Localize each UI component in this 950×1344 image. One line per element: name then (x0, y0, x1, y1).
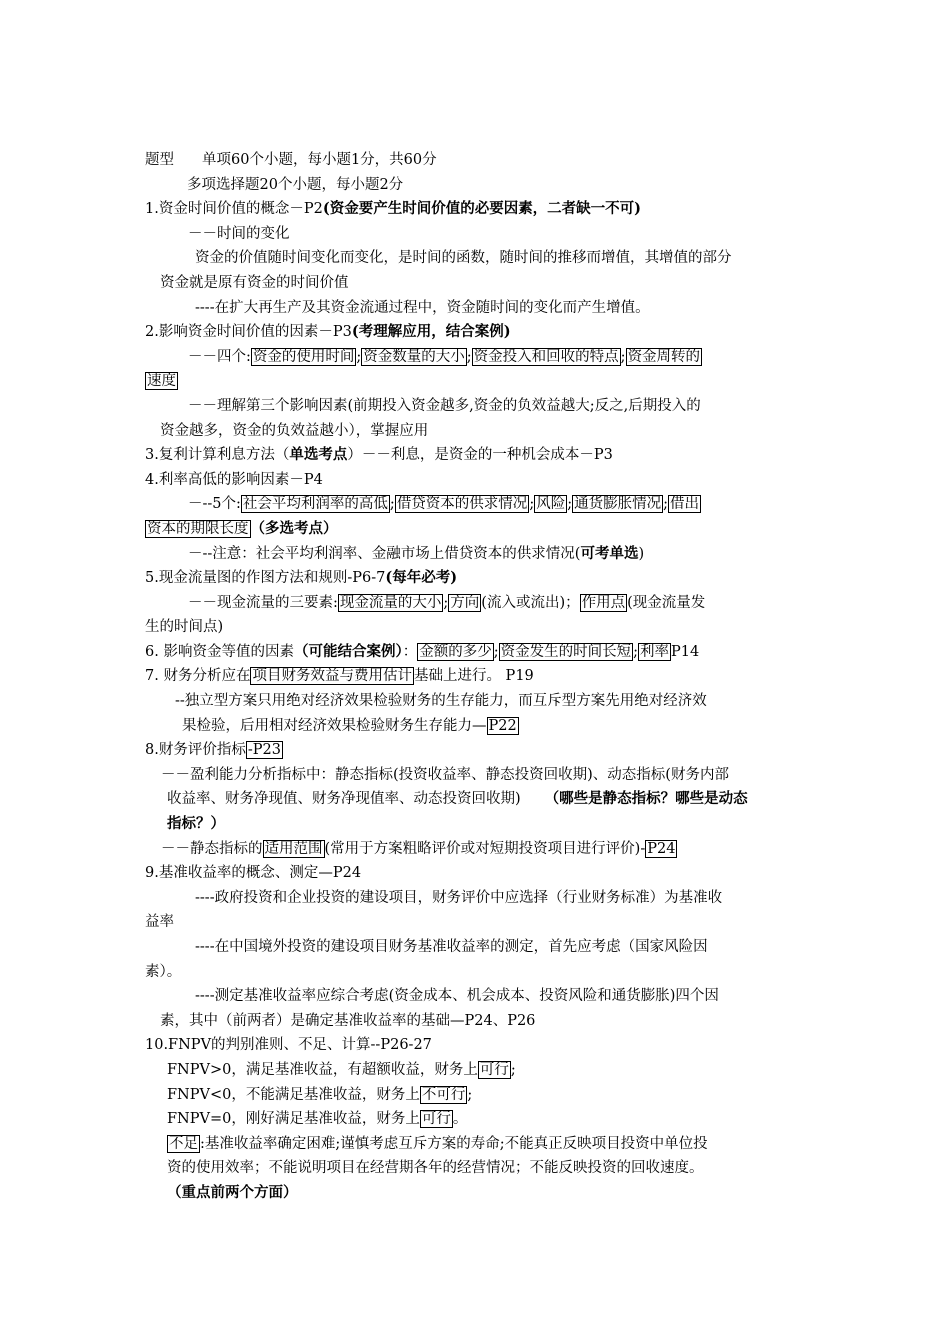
section-10-title: 10.FNPV的判别准则、不足、计算--P26-27 (145, 1037, 432, 1054)
element-point: 作用点 (581, 594, 626, 611)
section-8-line-4: －－静态指标的 适用范围 (常用于方案粗略评价或对短期投资项目进行评价)- P24 (161, 840, 676, 857)
equiv-rate: 利率 (639, 643, 669, 660)
section-4-note: －--注意：社会平均利润率、金融市场上借贷资本的供求情况(可考单选) (188, 544, 645, 562)
section-2-note: (考理解应用，结合案例) (351, 323, 511, 341)
section-9-line-1b: 益率 (145, 914, 174, 931)
fnpv-weakness-2: 资的使用效率；不能说明项目在经营期各年的经营情况；不能反映投资的回收速度。 (167, 1160, 704, 1177)
section-8-line-3: 指标？） (167, 815, 225, 833)
section-9-line-2b: 素）。 (145, 963, 182, 980)
factor-turnover-cont: 速度 (147, 373, 176, 390)
section-2-factors-cont (145, 369, 811, 394)
multi-choice-note: （多选考点） (250, 519, 338, 537)
fnpv-rule-zero: FNPV=0，刚好满足基准收益，财务上 可行 。 (167, 1111, 468, 1128)
document-content (145, 148, 811, 1206)
factor-inflation: 通货膨胀情况 (574, 496, 662, 513)
section-1-line-2a: 资金的价值随时间变化而变化，是时间的函数，随时间的推移而增值，其增值的部分 (195, 250, 732, 267)
factor-input-recovery: 资金投入和回收的特点 (473, 348, 619, 365)
section-4-factors: －--5个: 社会平均利润率的高低 ; 借贷资本的供求情况 ; 风险 ; 通货膨胀情况 ; 借出 (188, 496, 699, 513)
section-4-factors-cont: 资本的期限长度 （多选考点） (147, 519, 338, 537)
question-types-line (145, 148, 811, 173)
section-9-line-3b: 素，其中（前两者）是确定基准收益率的基础—P24、P26 (160, 1012, 536, 1029)
equiv-amount: 金额的多少 (419, 643, 492, 660)
element-size: 现金流量的大小 (339, 594, 442, 611)
fnpv-rule-positive: FNPV>0，满足基准收益，有超额收益，财务上 可行 ; (167, 1061, 516, 1078)
section-7-line-2: 果检验，后用相对经济效果检验财务生存能力— P22 (182, 717, 517, 734)
element-direction: 方向 (450, 594, 480, 611)
section-9-line-1a: ----政府投资和企业投资的建设项目，财务评价中应选择（行业财务标准）为基准收 (195, 889, 723, 906)
section-5-tail: 生的时间点) (145, 619, 224, 636)
section-1-title: 1.资金时间价值的概念－P2(资金要产生时间价值的必要因素，二者缺一不可) (145, 200, 642, 218)
factor-turnover: 资金周转的 (627, 348, 701, 365)
section-2-line-2a: －－理解第三个影响因素(前期投入资金越多,资金的负效益越大;反之,后期投入的 (188, 397, 701, 414)
factor-loan-supply: 借贷资本的供求情况 (396, 496, 528, 513)
section-4-title: 4.利率高低的影响因素－P4 (145, 471, 323, 488)
factor-usage-time: 资金的使用时间 (252, 348, 355, 365)
section-7-line-1: --独立型方案只用绝对经济效果检验财务的生存能力，而互斥型方案先用绝对经济效 (175, 693, 707, 710)
section-2-factors: －－四个: 资金的使用时间 ; 资金数量的大小 ; 资金投入和回收的特点 ; 资金周转的 (188, 348, 701, 365)
section-9-line-2a: ----在中国境外投资的建设项目财务基准收益率的测定，首先应考虑（国家风险因 (195, 939, 708, 955)
section-8-line-1: －－盈利能力分析指标中：静态指标(投资收益率、静态投资回收期)、动态指标(财务内部 (161, 766, 729, 783)
section-1-note: (资金要产生时间价值的必要因素，二者缺一不可) (322, 200, 642, 218)
factor-risk: 风险 (536, 496, 566, 513)
section-3-title: 3.复利计算利息方法（单选考点）－－利息，是资金的一种机会成本－P3 (145, 446, 613, 464)
section-1-line-1: －－时间的变化 (188, 225, 290, 242)
section-5-elements: －－现金流量的三要素: 现金流量的大小 ; 方向 (流入或流出)； 作用点 (现金流量发 (188, 594, 706, 611)
section-1-line-3: ----在扩大再生产及其资金流通过程中，资金随时间的变化而产生增值。 (195, 299, 650, 316)
factor-loan-term: 借出 (669, 496, 699, 513)
section-8-title: 8.财务评价指标 -P23 (145, 742, 281, 759)
multi-choice-info: 多项选择题20个小题，每小题2分 (187, 176, 404, 193)
section-8-line-2: 收益率、财务净现值、财务净现值率、动态投资回收期) （哪些是静态指标？哪些是动态 (167, 790, 748, 808)
section-9-line-3a: ----测定基准收益率应综合考虑(资金成本、机会成本、投资风险和通货膨胀)四个因 (195, 988, 719, 1005)
section-6: 6. 影响资金等值的因素（可能结合案例）： 金额的多少 ; 资金发生的时间长短 ; 利率 P14 (145, 642, 700, 660)
single-choice-info: 单项60个小题，每小题1分，共60分 (202, 152, 437, 168)
section-1-line-2b: 资金就是原有资金的时间价值 (160, 274, 349, 291)
section-5-title: 5.现金流量图的作图方法和规则-P6-7(每年必考) (145, 569, 458, 587)
fnpv-rule-negative: FNPV<0，不能满足基准收益，财务上 不可行 ; (167, 1086, 473, 1103)
section-9-title: 9.基准收益率的概念、测定—P24 (145, 865, 362, 882)
section-7: 7. 财务分析应在 项目财务效益与费用估计 基础上进行。 P19 (145, 668, 534, 685)
factor-avg-profit: 社会平均利润率的高低 (242, 496, 388, 513)
factor-amount: 资金数量的大小 (363, 348, 465, 365)
question-types-label: 题型 (145, 152, 174, 168)
fnpv-key-note: （重点前两个方面） (167, 1183, 298, 1201)
equiv-time: 资金发生的时间长短 (500, 643, 632, 660)
section-2-title: 2.影响资金时间价值的因素－P3(考理解应用，结合案例) (145, 323, 511, 341)
fnpv-weakness-1: 不足 :基准收益率确定困难;谨慎考虑互斥方案的寿命;不能真正反映项目投资中单位投 (169, 1135, 708, 1152)
section-2-line-2b: 资金越多，资金的负效益越小），掌握应用 (160, 422, 429, 439)
